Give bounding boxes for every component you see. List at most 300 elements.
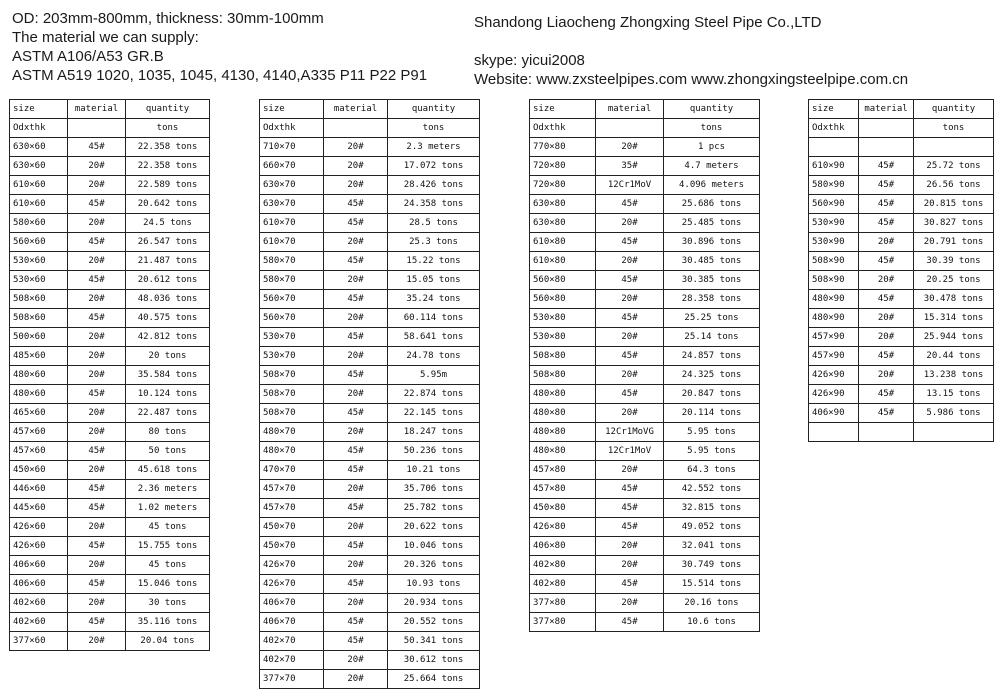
material-cell: 20#	[324, 556, 388, 575]
table-row	[260, 404, 480, 423]
table-row	[10, 157, 210, 176]
quantity-cell: 15.22 tons	[388, 252, 480, 271]
material-cell: 45#	[859, 404, 914, 423]
column-subheader: tons	[388, 119, 480, 138]
size-cell: 480×90	[809, 309, 859, 328]
material-cell: 20#	[68, 157, 126, 176]
size-cell: 560×70	[260, 309, 324, 328]
size-cell: 530×60	[10, 252, 68, 271]
table-row	[260, 651, 480, 670]
quantity-cell: 42.552 tons	[664, 480, 760, 499]
quantity-cell: 30.896 tons	[664, 233, 760, 252]
size-cell: 560×60	[10, 233, 68, 252]
table-row	[260, 347, 480, 366]
quantity-cell: 25.485 tons	[664, 214, 760, 233]
material-cell: 20#	[596, 556, 664, 575]
size-cell: 710×70	[260, 138, 324, 157]
size-cell: 480×60	[10, 366, 68, 385]
quantity-cell: 42.812 tons	[126, 328, 210, 347]
material-cell: 45#	[324, 575, 388, 594]
stock-table-60	[9, 99, 210, 651]
material-cell: 45#	[68, 309, 126, 328]
quantity-cell: 22.358 tons	[126, 138, 210, 157]
size-cell: 580×70	[260, 271, 324, 290]
table-row	[809, 385, 994, 404]
size-cell: 530×70	[260, 328, 324, 347]
table-header-row	[260, 100, 480, 119]
size-cell: 457×70	[260, 480, 324, 499]
quantity-cell: 30.478 tons	[914, 290, 994, 309]
quantity-cell: 50.341 tons	[388, 632, 480, 651]
quantity-cell: 15.314 tons	[914, 309, 994, 328]
quantity-cell: 30.827 tons	[914, 214, 994, 233]
material-cell: 45#	[859, 347, 914, 366]
column-header: quantity	[388, 100, 480, 119]
table-row	[260, 613, 480, 632]
material-cell: 20#	[324, 480, 388, 499]
quantity-cell: 20.25 tons	[914, 271, 994, 290]
quantity-cell: 15.05 tons	[388, 271, 480, 290]
quantity-cell: 13.238 tons	[914, 366, 994, 385]
table-row	[809, 366, 994, 385]
table-row	[10, 613, 210, 632]
size-cell: 480×90	[809, 290, 859, 309]
material-cell: 20#	[324, 670, 388, 689]
material-cell: 45#	[859, 252, 914, 271]
quantity-cell: 25.25 tons	[664, 309, 760, 328]
quantity-cell: 20.04 tons	[126, 632, 210, 651]
size-cell: 402×70	[260, 651, 324, 670]
material-cell: 45#	[324, 214, 388, 233]
table-row	[530, 480, 760, 499]
table-header-row	[530, 100, 760, 119]
table-row	[10, 138, 210, 157]
column-subheader: tons	[914, 119, 994, 138]
quantity-cell: 50.236 tons	[388, 442, 480, 461]
table-row	[530, 518, 760, 537]
material-cell: 20#	[859, 328, 914, 347]
quantity-cell: 21.487 tons	[126, 252, 210, 271]
column-subheader: tons	[126, 119, 210, 138]
table-row	[260, 556, 480, 575]
table-row	[530, 613, 760, 632]
stock-table-70	[259, 99, 480, 689]
quantity-cell: 30 tons	[126, 594, 210, 613]
table-row	[10, 176, 210, 195]
table-row	[10, 404, 210, 423]
material-cell: 45#	[859, 157, 914, 176]
material-cell: 20#	[859, 271, 914, 290]
table-row	[10, 442, 210, 461]
material-cell: 45#	[859, 195, 914, 214]
table-row	[10, 214, 210, 233]
material-cell: 20#	[596, 214, 664, 233]
quantity-cell: 4.096 meters	[664, 176, 760, 195]
material-cell: 45#	[324, 499, 388, 518]
size-cell: 560×90	[809, 195, 859, 214]
quantity-cell: 24.325 tons	[664, 366, 760, 385]
size-cell: 457×80	[530, 461, 596, 480]
size-cell: 445×60	[10, 499, 68, 518]
table-row	[260, 537, 480, 556]
size-cell: 660×70	[260, 157, 324, 176]
column-subheader: Odxthk	[260, 119, 324, 138]
size-cell: 426×60	[10, 518, 68, 537]
size-cell: 580×60	[10, 214, 68, 233]
material-cell: 20#	[324, 423, 388, 442]
quantity-cell: 28.358 tons	[664, 290, 760, 309]
table-row	[260, 670, 480, 689]
size-cell: 610×80	[530, 252, 596, 271]
quantity-cell: 64.3 tons	[664, 461, 760, 480]
material-cell: 45#	[859, 214, 914, 233]
table-row	[530, 442, 760, 461]
quantity-cell: 50 tons	[126, 442, 210, 461]
size-cell: 446×60	[10, 480, 68, 499]
table-row	[260, 328, 480, 347]
column-subheader: Odxthk	[530, 119, 596, 138]
material-cell: 45#	[68, 233, 126, 252]
material-cell: 45#	[68, 499, 126, 518]
table-row	[809, 138, 994, 157]
material-cell: 20#	[324, 233, 388, 252]
quantity-cell: 1.02 meters	[126, 499, 210, 518]
material-cell: 45#	[596, 575, 664, 594]
material-cell: 20#	[596, 594, 664, 613]
size-cell: 402×60	[10, 613, 68, 632]
size-cell: 406×70	[260, 613, 324, 632]
column-header: quantity	[914, 100, 994, 119]
material-cell: 45#	[324, 613, 388, 632]
material-cell: 20#	[68, 594, 126, 613]
material-cell: 45#	[596, 309, 664, 328]
size-cell: 508×60	[10, 290, 68, 309]
table-row	[530, 366, 760, 385]
quantity-cell: 18.247 tons	[388, 423, 480, 442]
quantity-cell: 58.641 tons	[388, 328, 480, 347]
table-row	[809, 423, 994, 442]
quantity-cell: 5.95m	[388, 366, 480, 385]
size-cell: 720×80	[530, 176, 596, 195]
size-cell: 457×60	[10, 442, 68, 461]
size-cell: 580×70	[260, 252, 324, 271]
quantity-cell: 48.036 tons	[126, 290, 210, 309]
material-cell: 45#	[324, 252, 388, 271]
quantity-cell: 22.874 tons	[388, 385, 480, 404]
quantity-cell: 20.934 tons	[388, 594, 480, 613]
quantity-cell	[914, 138, 994, 157]
table-row	[809, 157, 994, 176]
material-cell: 45#	[68, 271, 126, 290]
quantity-cell: 45 tons	[126, 518, 210, 537]
size-cell: 465×60	[10, 404, 68, 423]
material-cell: 20#	[859, 309, 914, 328]
quantity-cell: 24.358 tons	[388, 195, 480, 214]
table-row	[10, 480, 210, 499]
material-cell: 20#	[68, 404, 126, 423]
table-row	[260, 575, 480, 594]
material-cell: 45#	[68, 480, 126, 499]
material-cell: 45#	[596, 385, 664, 404]
quantity-cell: 30.749 tons	[664, 556, 760, 575]
column-header: size	[809, 100, 859, 119]
table-row	[809, 233, 994, 252]
quantity-cell: 22.145 tons	[388, 404, 480, 423]
material-cell: 20#	[68, 366, 126, 385]
table-row	[10, 594, 210, 613]
quantity-cell: 25.686 tons	[664, 195, 760, 214]
table-row	[530, 195, 760, 214]
material-cell: 20#	[68, 214, 126, 233]
table-row	[10, 366, 210, 385]
material-cell: 45#	[859, 385, 914, 404]
table-row	[530, 575, 760, 594]
material-cell: 45#	[324, 537, 388, 556]
material-cell: 45#	[596, 613, 664, 632]
material-cell: 20#	[596, 366, 664, 385]
table-header-row	[10, 100, 210, 119]
table-row	[530, 556, 760, 575]
table-row	[530, 385, 760, 404]
table-row	[10, 385, 210, 404]
material-cell: 45#	[859, 290, 914, 309]
quantity-cell: 22.487 tons	[126, 404, 210, 423]
column-header: material	[859, 100, 914, 119]
column-header: quantity	[664, 100, 760, 119]
size-cell: 610×60	[10, 176, 68, 195]
material-cell: 20#	[596, 537, 664, 556]
table-row	[260, 594, 480, 613]
table-row	[10, 423, 210, 442]
size-cell: 630×80	[530, 195, 596, 214]
table-subheader-row	[260, 119, 480, 138]
size-cell: 508×90	[809, 252, 859, 271]
quantity-cell: 35.584 tons	[126, 366, 210, 385]
table-subheader-row	[530, 119, 760, 138]
table-row	[260, 233, 480, 252]
table-row	[10, 290, 210, 309]
quantity-cell: 28.5 tons	[388, 214, 480, 233]
size-cell: 480×80	[530, 404, 596, 423]
material-cell: 45#	[596, 271, 664, 290]
size-cell: 377×70	[260, 670, 324, 689]
size-cell: 508×70	[260, 366, 324, 385]
material-cell: 45#	[324, 328, 388, 347]
material-cell: 45#	[324, 404, 388, 423]
quantity-cell: 4.7 meters	[664, 157, 760, 176]
size-cell: 450×70	[260, 518, 324, 537]
quantity-cell: 20.44 tons	[914, 347, 994, 366]
table-row	[809, 214, 994, 233]
material-cell: 20#	[68, 556, 126, 575]
table-row	[10, 461, 210, 480]
table-row	[530, 157, 760, 176]
size-cell: 630×70	[260, 195, 324, 214]
quantity-cell: 30.612 tons	[388, 651, 480, 670]
material-cell: 45#	[596, 480, 664, 499]
material-cell: 20#	[596, 461, 664, 480]
stock-table-80	[529, 99, 760, 632]
quantity-cell: 20 tons	[126, 347, 210, 366]
material-cell: 45#	[596, 499, 664, 518]
size-cell: 457×90	[809, 347, 859, 366]
table-header-row	[809, 100, 994, 119]
material-cell: 20#	[324, 385, 388, 404]
size-cell: 457×70	[260, 499, 324, 518]
material-cell: 20#	[596, 252, 664, 271]
quantity-cell: 5.95 tons	[664, 442, 760, 461]
spec-material-a106: ASTM A106/A53 GR.B	[12, 48, 164, 65]
column-header: size	[10, 100, 68, 119]
quantity-cell: 13.15 tons	[914, 385, 994, 404]
quantity-cell: 22.358 tons	[126, 157, 210, 176]
quantity-cell: 20.552 tons	[388, 613, 480, 632]
column-subheader	[68, 119, 126, 138]
table-row	[809, 195, 994, 214]
material-cell: 20#	[324, 347, 388, 366]
table-row	[260, 176, 480, 195]
size-cell: 580×90	[809, 176, 859, 195]
size-cell: 426×90	[809, 366, 859, 385]
size-cell: 610×70	[260, 214, 324, 233]
table-row	[10, 252, 210, 271]
material-cell: 45#	[596, 233, 664, 252]
material-cell: 45#	[324, 632, 388, 651]
table-row	[530, 271, 760, 290]
material-cell: 20#	[324, 271, 388, 290]
size-cell: 406×60	[10, 575, 68, 594]
material-cell: 20#	[68, 347, 126, 366]
size-cell: 426×70	[260, 575, 324, 594]
table-row	[809, 404, 994, 423]
material-cell: 45#	[68, 385, 126, 404]
column-header: quantity	[126, 100, 210, 119]
quantity-cell: 40.575 tons	[126, 309, 210, 328]
header-right	[474, 13, 908, 89]
table-row	[809, 347, 994, 366]
material-cell: 45#	[68, 613, 126, 632]
table-row	[809, 309, 994, 328]
size-cell: 508×70	[260, 404, 324, 423]
material-cell: 45#	[68, 537, 126, 556]
table-subheader-row	[809, 119, 994, 138]
size-cell: 508×70	[260, 385, 324, 404]
size-cell: 402×80	[530, 556, 596, 575]
table-row	[530, 347, 760, 366]
size-cell: 480×80	[530, 423, 596, 442]
material-cell: 35#	[596, 157, 664, 176]
quantity-cell: 20.114 tons	[664, 404, 760, 423]
quantity-cell: 60.114 tons	[388, 309, 480, 328]
size-cell: 560×80	[530, 271, 596, 290]
spec-material-intro: The material we can supply:	[12, 29, 199, 46]
material-cell: 20#	[596, 138, 664, 157]
size-cell	[809, 138, 859, 157]
material-cell: 20#	[324, 518, 388, 537]
material-cell: 45#	[324, 290, 388, 309]
size-cell: 426×70	[260, 556, 324, 575]
table-row	[530, 499, 760, 518]
column-subheader	[859, 119, 914, 138]
quantity-cell: 10.6 tons	[664, 613, 760, 632]
material-cell: 20#	[324, 309, 388, 328]
material-cell: 12Cr1MoVG	[596, 423, 664, 442]
table-row	[10, 195, 210, 214]
material-cell: 20#	[596, 290, 664, 309]
material-cell: 45#	[324, 195, 388, 214]
material-cell: 20#	[596, 404, 664, 423]
size-cell: 508×80	[530, 366, 596, 385]
quantity-cell: 25.14 tons	[664, 328, 760, 347]
quantity-cell: 25.3 tons	[388, 233, 480, 252]
material-cell: 20#	[596, 328, 664, 347]
size-cell: 560×70	[260, 290, 324, 309]
table-row	[260, 385, 480, 404]
column-header: material	[68, 100, 126, 119]
size-cell: 485×60	[10, 347, 68, 366]
quantity-cell: 28.426 tons	[388, 176, 480, 195]
quantity-cell: 20.612 tons	[126, 271, 210, 290]
size-cell: 480×70	[260, 423, 324, 442]
material-cell: 45#	[68, 138, 126, 157]
material-cell: 45#	[596, 347, 664, 366]
material-cell: 20#	[68, 252, 126, 271]
size-cell: 480×70	[260, 442, 324, 461]
size-cell: 406×60	[10, 556, 68, 575]
size-cell: 610×70	[260, 233, 324, 252]
size-cell: 770×80	[530, 138, 596, 157]
material-cell: 20#	[68, 423, 126, 442]
quantity-cell: 45 tons	[126, 556, 210, 575]
table-row	[10, 556, 210, 575]
size-cell: 480×60	[10, 385, 68, 404]
table-row	[260, 271, 480, 290]
quantity-cell: 25.72 tons	[914, 157, 994, 176]
table-row	[260, 252, 480, 271]
quantity-cell: 24.78 tons	[388, 347, 480, 366]
table-row	[260, 290, 480, 309]
header-left	[12, 9, 427, 85]
skype-contact: skype: yicui2008	[474, 52, 585, 69]
quantity-cell: 35.24 tons	[388, 290, 480, 309]
quantity-cell: 24.5 tons	[126, 214, 210, 233]
material-cell: 45#	[324, 461, 388, 480]
material-cell: 20#	[324, 594, 388, 613]
table-row	[530, 309, 760, 328]
table-row	[530, 328, 760, 347]
quantity-cell: 49.052 tons	[664, 518, 760, 537]
table-row	[530, 233, 760, 252]
quantity-cell: 1 pcs	[664, 138, 760, 157]
table-row	[260, 632, 480, 651]
quantity-cell: 20.16 tons	[664, 594, 760, 613]
material-cell: 20#	[324, 157, 388, 176]
table-row	[530, 461, 760, 480]
quantity-cell: 24.857 tons	[664, 347, 760, 366]
column-subheader: Odxthk	[809, 119, 859, 138]
size-cell: 508×60	[10, 309, 68, 328]
quantity-cell: 35.706 tons	[388, 480, 480, 499]
material-cell: 45#	[596, 518, 664, 537]
quantity-cell: 45.618 tons	[126, 461, 210, 480]
material-cell: 45#	[324, 442, 388, 461]
table-row	[10, 309, 210, 328]
table-row	[260, 480, 480, 499]
quantity-cell: 2.3 meters	[388, 138, 480, 157]
table-row	[10, 233, 210, 252]
table-row	[809, 290, 994, 309]
material-cell: 45#	[324, 366, 388, 385]
